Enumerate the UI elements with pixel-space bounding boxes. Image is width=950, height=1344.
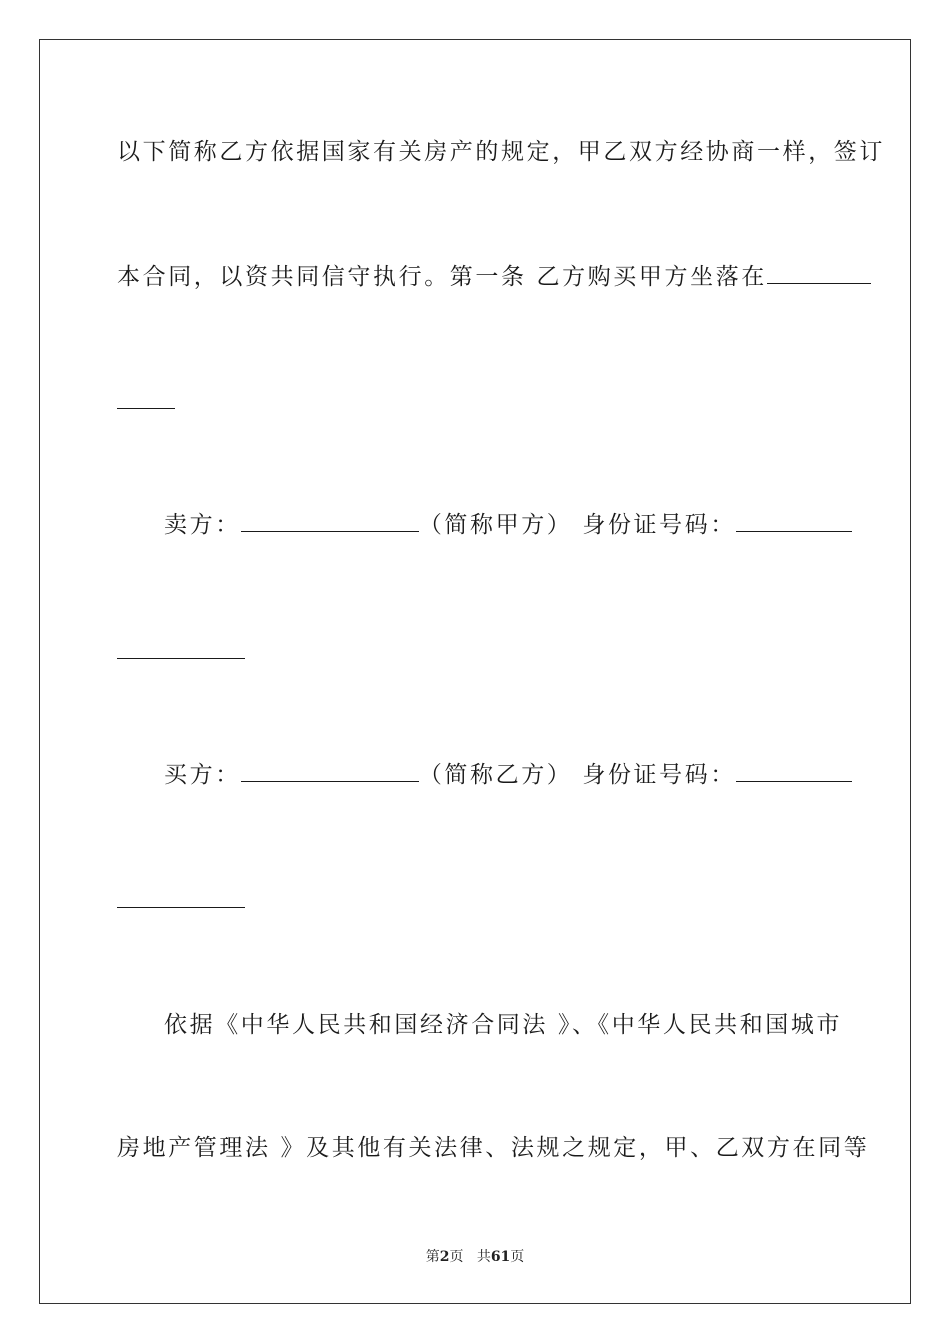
location-blank (767, 263, 871, 284)
paragraph-line-2 (117, 262, 871, 292)
seller-short-name: （简称甲方） (418, 512, 573, 538)
footer-page-number: 2 (439, 1249, 450, 1265)
seller-label: 卖方： (164, 512, 241, 538)
seller-id-blank (736, 511, 852, 532)
footer-total-pages: 61 (490, 1249, 511, 1265)
paragraph-line-8: 房地产管理法 》及其他有关法律、法规之规定，甲、乙双方在同等 (117, 1135, 870, 1161)
seller-id-label: 身份证号码： (582, 512, 736, 538)
buyer-name-blank (241, 761, 419, 782)
seller-id-blank-continuation (117, 658, 245, 659)
page-footer (0, 1248, 950, 1266)
location-blank-continuation (117, 408, 175, 409)
footer-prefix: 第 (425, 1249, 440, 1265)
buyer-line (164, 760, 852, 790)
buyer-short-name: （简称乙方） (418, 762, 573, 788)
seller-line (164, 510, 852, 540)
line-2-text: 本合同，以资共同信守执行。第一条 乙方购买甲方坐落在 (117, 264, 767, 290)
footer-total-prefix: 共 (476, 1249, 491, 1265)
seller-name-blank (241, 511, 419, 532)
footer-page-suffix: 页 (449, 1249, 464, 1265)
buyer-id-label: 身份证号码： (582, 762, 736, 788)
page-border (39, 39, 911, 1304)
buyer-id-blank (736, 761, 852, 782)
footer-total-suffix: 页 (510, 1249, 525, 1265)
paragraph-line-7: 依据《中华人民共和国经济合同法 》、《中华人民共和国城市 (164, 1012, 843, 1038)
buyer-id-blank-continuation (117, 907, 245, 908)
paragraph-line-1: 以下简称乙方依据国家有关房产的规定，甲乙双方经协商一样，签订 (117, 139, 885, 165)
buyer-label: 买方： (164, 762, 241, 788)
